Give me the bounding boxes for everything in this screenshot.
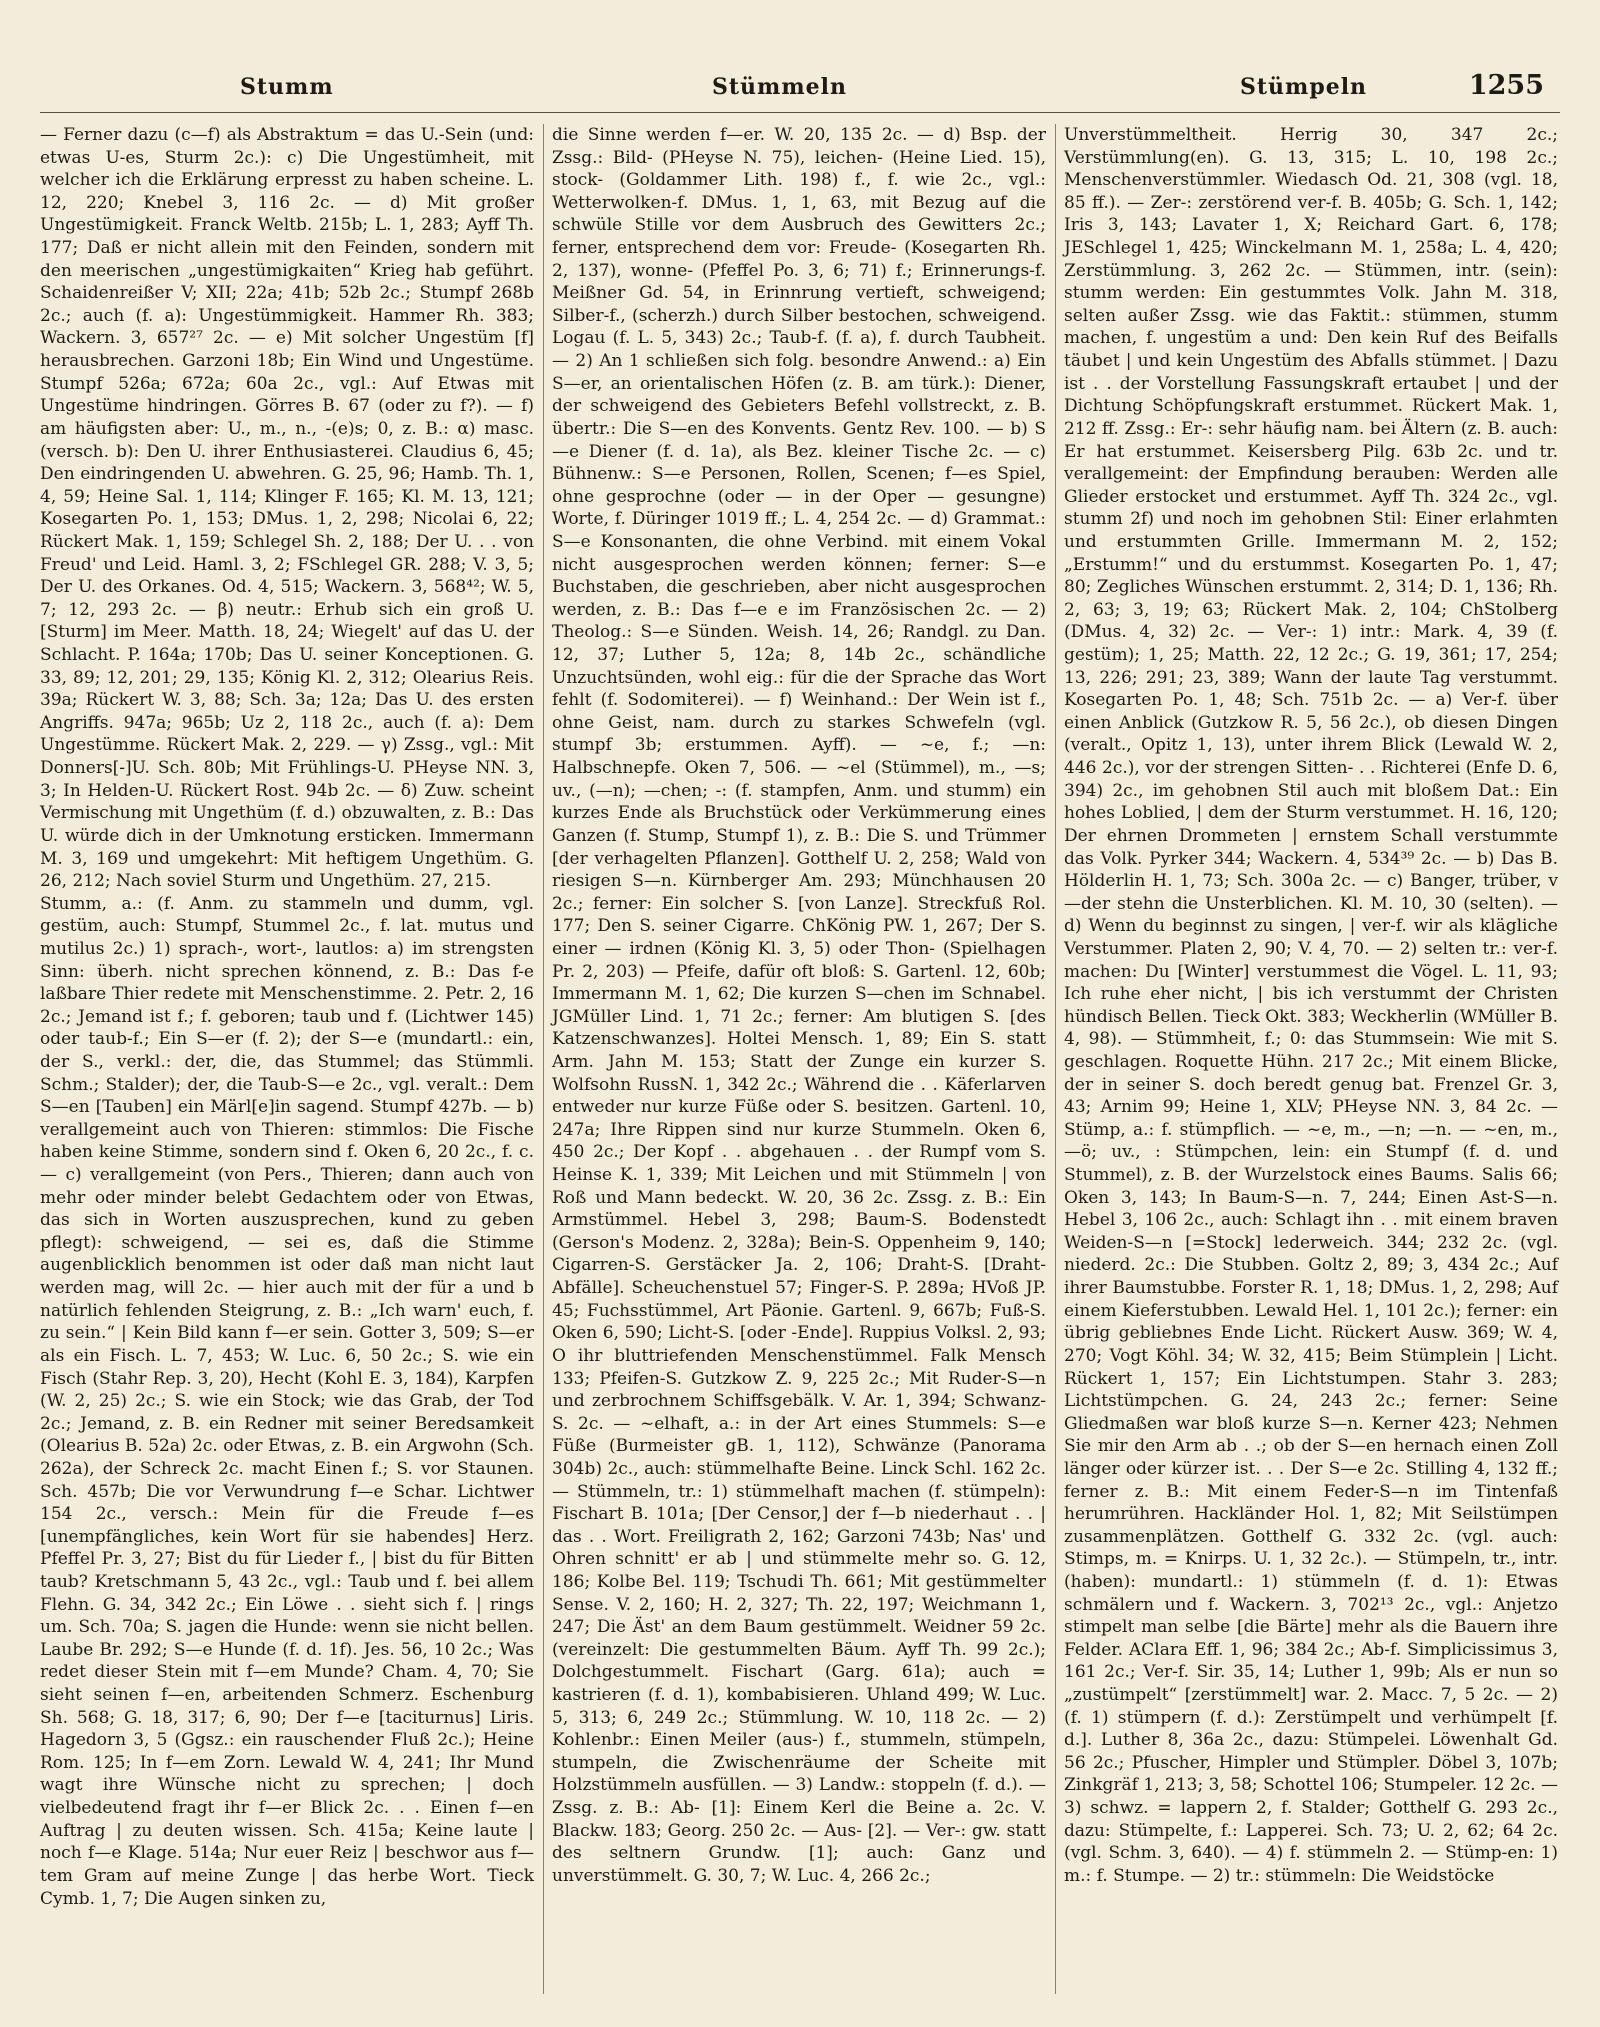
text-column-2 [552, 124, 1052, 1994]
page-header [40, 64, 1560, 104]
header-rule [40, 112, 1560, 113]
column-text: die Sinne werden f—er. W. 20, 135 2c. — d) Bsp. der Zssg.: Bild- (PHeyse N. 75), leichen- (Heine Lied. 15), stock- (Goldammer Lith. 198) f., f. wie 2c., vgl.: Wetterwolken-f. DMus. 1, 1, 63, mit Bezug auf die schwüle Stille vor dem Ausbruch des Gewitters 2c.; ferner, entsprechend dem vor: Freude- (Kosegarten Rh. 2, 137), wonne- (Pfeffel Po. 3, 6; 71) f.; Erinnerungs-f. Meißner Gd. 54, in Erinnrung vertieft, schweigend; Silber-f., (scherzh.) durch Silber bestochen, schweigend. Logau (f. L. 5, 343) 2c.; Taub-f. (f. a), f. durch Taubheit. — 2) An 1 schließen sich folg. besondre Anwend.: a) Ein S—er, an orientalischen Höfen (z. B. am türk.): Diener, der schweigend des Gebieters Befehl vollstreckt, z. B. übertr.: Die S—en des Konvents. Gentz Rev. 100. — b) S—e Diener (f. d. 1a), als Bez. kleiner Tische 2c. — c) Bühnenw.: S—e Personen, Rollen, Scenen; f—es Spiel, ohne gesprochne (oder — in der Oper — gesungne) Worte, f. Düringer 1019 ff.; L. 4, 254 2c. — d) Grammat.: S—e Konsonanten, die ohne Verbind. mit einem Vokal nicht ausgesprochen werden können; ferner: S—e Buchstaben, die geschrieben, aber nicht ausgesprochen werden, z. B.: Das f—e e im Französischen 2c. — 2) Theolog.: S—e Sünden. Weish. 14, 26; Randgl. zu Dan. 12, 37; Luther 5, 12a; 8, 14b 2c., schändliche Unzuchtsünden, wohl eig.: für die der Sprache das Wort fehlt (f. Sodomiterei). — f) Weinhand.: Der Wein ist f., ohne Geist, nam. durch zu starkes Schwefeln (vgl. stumpf 3b; erstummen. Ayff). — ~e, f.; —n: Halbschnepfe. Oken 7, 506. — ~el (Stümmel), m., —s; uv., (—n); —chen; -: (f. stampfen, Anm. und stumm) ein kurzes Ende als Bruchstück oder Verkümmerung eines Ganzen (f. Stump, Stumpf 1), z. B.: Die S. und Trümmer [der verhagelten Pflanzen]. Gotthelf U. 2, 258; Wald von riesigen S—n. Kürnberger Am. 293; Münchhausen 20 2c.; ferner: Ein solcher S. [von Lanze]. Streckfuß Rol. 177; Den S. seiner Cigarre. ChKönig PW. 1, 267; Der S. einer — irdnen (König Kl. 3, 5) oder Thon- (Spielhagen Pr. 2, 203) — Pfeife, dafür oft bloß: S. Gartenl. 12, 60b; Immermann M. 1, 62; Die kurzen S—chen im Schnabel. JGMüller Lind. 1, 71 2c.; ferner: Am blutigen S. [des Katzenschwanzes]. Holtei Mensch. 1, 89; Ein S. statt Arm. Jahn M. 153; Statt der Zunge ein kurzer S. Wolfsohn RussN. 1, 342 2c.; Während die . . Käferlarven entweder nur kurze Füße oder S. besitzen. Gartenl. 10, 247a; Ihre Rippen sind nur kurze Stummeln. Oken 6, 450 2c.; Der Kopf . . abgehauen . . der Rumpf vom S. Heinse K. 1, 339; Mit Leichen und mit Stümmeln | von Roß und Mann bedeckt. W. 20, 36 2c. Zssg. z. B.: Ein Armstümmel. Hebel 3, 298; Baum-S. Bodenstedt (Gerson's Modenz. 2, 328a); Bein-S. Oppenheim 9, 140; Cigarren-S. Gerstäcker Ja. 2, 106; Draht-S. [Draht-Abfälle]. Scheuchenstuel 57; Finger-S. P. 289a; HVoß JP. 45; Fuchsstümmel, Art Päonie. Gartenl. 9, 667b; Fuß-S. Oken 6, 590; Licht-S. [oder -Ende]. Ruppius Volksl. 2, 93; O ihr bluttriefenden Menschenstümmel. Falk Mensch 133; Pfeifen-S. Gutzkow Z. 9, 225 2c.; Mit Ruder-S—n und zerbrochnem Schiffsgebälk. V. Ar. 1, 394; Schwanz-S. 2c. — ~elhaft, a.: in der Art eines Stummels: S—e Füße (Burmeister gB. 1, 112), Schwänze (Panorama 304b) 2c., auch: stümmelhafte Beine. Linck Schl. 162 2c. — Stümmeln, tr.: 1) stümmelhaft machen (f. stümpeln): Fischart B. 101a; [Der Censor,] der f—b niederhaut . . | das . . Wort. Freiligrath 2, 162; Garzoni 743b; Nas' und Ohren schnitt' er ab | und stümmelte mehr so. G. 12, 186; Kolbe Bel. 119; Tschudi Th. 661; Mit gestümmelter Sense. V. 2, 160; H. 2, 327; Th. 22, 197; Weichmann 1, 247; Die Äst' an dem Baum gestümmelt. Weidner 59 2c. (vereinzelt: Die gestummelten Bäum. Ayff Th. 99 2c.); Dolchgestummelt. Fischart (Garg. 61a); auch = kastrieren (f. d. 1), kombabisieren. Uhland 499; W. Luc. 5, 313; 6, 249 2c.; Stümmlung. W. 10, 118 2c. — 2) Kohlenbr.: Einen Meiler (aus-) f., stummeln, stümpeln, stumpeln, die Zwischenräume der Scheite mit Holzstümmeln ausfüllen. — 3) Landw.: stoppeln (f. d.). — Zssg. z. B.: Ab- [1]: Einem Kerl die Beine a. 2c. V. Blackw. 183; Georg. 250 2c. — Aus- [2]. — Ver-: gw. statt des seltnern Grundw. [1]; auch: Ganz und unverstümmelt. G. 30, 7; W. Luc. 4, 266 2c.; [552, 125, 1052, 1886]
text-column-1 [40, 124, 534, 1994]
text-column-3 [1064, 124, 1564, 1994]
running-head-left: Stumm [240, 74, 334, 100]
running-head-right: Stümpeln [1240, 74, 1368, 100]
column-text: — Ferner dazu (c—f) als Abstraktum = das U.-Sein (und: etwas U-es, Sturm 2c.): c) Die Ungestümheit, mit welcher ich die Erklärung erpresst zu haben scheine. L. 12, 220; Knebel 3, 116 2c. — d) Mit großer Ungestümigkeit. Franck Weltb. 215b; L. 1, 283; Ayff Th. 177; Daß er nicht allein mit den Feinden, sondern mit den meerischen „ungestümigkaiten“ Krieg hab geführt. Schaidenreißer V; XII; 22a; 41b; 52b 2c.; Stumpf 268b 2c.; auch (f. a): Ungestümmigkeit. Hammer Rh. 383; Wackern. 3, 657²⁷ 2c. — e) Mit solcher Ungestüm [f] herausbrechen. Garzoni 18b; Ein Wind und Ungestüme. Stumpf 526a; 672a; 60a 2c., vgl.: Auf Etwas mit Ungestüme hindringen. Görres B. 67 (oder zu f?). — f) am häufigsten aber: U., m., n., -(e)s; 0, z. B.: α) masc. (versch. b): Den U. ihrer Enthusiasterei. Claudius 6, 45; Den eindringenden U. abwehren. G. 25, 96; Hamb. Th. 1, 4, 59; Heine Sal. 1, 114; Klinger F. 165; Kl. M. 13, 121; Kosegarten Po. 1, 153; DMus. 1, 2, 298; Nicolai 6, 22; Rückert Mak. 1, 159; Schlegel Sh. 2, 188; Der U. . . von Freud' und Leid. Haml. 3, 2; FSchlegel GR. 288; V. 3, 5; Der U. des Orkanes. Od. 4, 515; Wackern. 3, 568⁴²; W. 5, 7; 12, 293 2c. — β) neutr.: Erhub sich ein groß U. [Sturm] im Meer. Matth. 18, 24; Wiegelt' auf das U. der Schlacht. P. 164a; 170b; Das U. seiner Konceptionen. G. 33, 89; 12, 201; 29, 135; König Kl. 2, 312; Olearius Reis. 39a; Rückert W. 3, 88; Sch. 3a; 12a; Das U. des ersten Angriffs. 947a; 965b; Uz 2, 118 2c., auch (f. a): Dem Ungestümme. Rückert Mak. 2, 229. — γ) Zssg., vgl.: Mit Donners[-]U. Sch. 80b; Mit Frühlings-U. PHeyse NN. 3, 3; In Helden-U. Rückert Rost. 94b 2c. — δ) Zuw. scheint Vermischung mit Ungethüm (f. d.) obzuwalten, z. B.: Das U. würde dich in der Umknotung ersticken. Immermann M. 3, 169 und umgekehrt: Mit heftigem Ungethüm. G. 26, 212; Nach soviel Sturm und Ungethüm. 27, 215. Stumm, a.: (f. Anm. zu stammeln und dumm, vgl. gestüm, auch: Stumpf, Stummel 2c., f. lat. mutus und mutilus 2c.) 1) sprach-, wort-, lautlos: a) im strengsten Sinn: überh. nicht sprechen könnend, z. B.: Das f-e laßbare Thier redete mit Menschenstimme. 2. Petr. 2, 16 2c.; Jemand ist f.; f. geboren; taub und f. (Lichtwer 145) oder taub-f.; Ein S—er (f. 2); der S—e (mundartl.: ein, der S., verkl.: der, die, das Stummel; das Stümmli. Schm.; Stalder); der, die Taub-S—e 2c., vgl. veralt.: Dem S—en [Tauben] ein Märl[e]in sagend. Stumpf 427b. — b) verallgemeint auch von Thieren: stimmlos: Die Fische haben keine Stimme, sondern sind f. Oken 6, 20 2c., f. c. — c) verallgemeint (von Pers., Thieren; dann auch von mehr oder minder belebt Gedachtem oder von Etwas, das sich in Worten auszusprechen, kund zu geben pflegt): schweigend, — sei es, daß die Stimme augenblicklich benommen ist oder daß man nicht laut werden mag, will 2c. — hier auch mit der für a und b natürlich fehlenden Steigrung, z. B.: „Ich warn' euch, f. zu sein.“ | Kein Bild kann f—er sein. Gotter 3, 509; S—er als ein Fisch. L. 7, 453; W. Luc. 6, 50 2c.; S. wie ein Fisch (Stahr Rep. 3, 20), Hecht (Kohl E. 3, 184), Karpfen (W. 2, 25) 2c.; S. wie ein Stock; wie das Grab, der Tod 2c.; Jemand, z. B. ein Redner mit seiner Beredsamkeit (Olearius B. 52a) 2c. oder Etwas, z. B. ein Argwohn (Sch. 262a), der Schreck 2c. macht Einen f.; S. vor Staunen. Sch. 457b; Die vor Verwundrung f—e Schar. Lichtwer 154 2c., versch.: Mein für die Freude f—es [unempfängliches, kein Wort für sie habendes] Herz. Pfeffel Pr. 3, 27; Bist du für Lieder f., | bist du für Bitten taub? Kretschmann 5, 43 2c., vgl.: Taub und f. bei allem Flehn. G. 34, 342 2c.; Ein Löwe . . sieht sich f. | rings um. Sch. 70a; S. jagen die Hunde: wenn sie nicht bellen. Laube Br. 292; S—e Hunde (f. d. 1f). Jes. 56, 10 2c.; Was redet dieser Stein mit f—em Munde? Cham. 4, 70; Sie sieht seinen f—en, arbeitenden Schmerz. Eschenburg Sh. 568; G. 18, 317; 6, 90; Der f—e [taciturnus] Liris. Hagedorn 3, 5 (Ggsz.: ein rauschender Fluß 2c.); Heine Rom. 125; In f—em Zorn. Lewald W. 4, 241; Ihr Mund wagt ihre Wünsche nicht zu sprechen; | doch vielbedeutend fragt ihr f—er Blick 2c. . . Einen f—en Auftrag | zu deuten wissen. Sch. 415a; Keine laute | noch f—e Klage. 514a; Nur euer Reiz | beschwor aus f—tem Gram auf meine Zunge | das herbe Wort. Tieck Cymb. 1, 7; Die Augen sinken zu, [40, 125, 534, 1909]
running-head-center: Stümmeln [712, 74, 847, 100]
column-divider [543, 124, 544, 1994]
column-divider [1055, 124, 1056, 1994]
page-number: 1255 [1468, 70, 1544, 101]
column-text: Unverstümmeltheit. Herrig 30, 347 2c.; Verstümmlung(en). G. 13, 315; L. 10, 198 2c.; Menschenverstümmler. Wiedasch Od. 21, 308 (vgl. 18, 85 ff.). — Zer-: zerstörend ver-f. B. 405b; G. Sch. 1, 142; Iris 3, 143; Lavater 1, X; Reichard Gart. 6, 178; JESchlegel 1, 425; Winckelmann M. 1, 258a; L. 4, 420; Zerstümmlung. 3, 262 2c. — Stümmen, intr. (sein): stumm werden: Ein gestummtes Volk. Jahn M. 318, selten außer Zssg. wie das Faktit.: stümmen, stumm machen, f. ungestüm a und: Den kein Ruf des Beifalls täubet | und kein Ungestüm des Abfalls stümmet. | Dazu ist . . der Vorstellung Fassungskraft ertaubet | und der Dichtung Schöpfungskraft erstummet. Rückert Mak. 1, 212 ff. Zssg.: Er-: sehr häufig nam. bei Ältern (z. B. auch: Er hat erstummet. Keisersberg Pilg. 63b 2c. und tr. verallgemeint: der Empfindung berauben: Werden alle Glieder erstocket und erstummet. Ayff Th. 324 2c., vgl. stumm 2f) und noch im gehobnen Stil: Einer erlahmten und erstummten Grille. Immermann M. 2, 152; „Erstumm!“ und du erstummst. Kosegarten Po. 1, 47; 80; Zegliches Wünschen erstummt. 2, 314; D. 1, 136; Rh. 2, 63; 3, 19; 63; Rückert Mak. 2, 104; ChStolberg (DMus. 4, 32) 2c. — Ver-: 1) intr.: Mark. 4, 39 (f. gestüm); 1, 25; Matth. 22, 12 2c.; G. 19, 361; 17, 254; 13, 226; 291; 23, 389; Wann der laute Tag verstummt. Kosegarten Po. 1, 48; Sch. 751b 2c. — a) Ver-f. über einen Anblick (Gutzkow R. 5, 56 2c.), ob diesen Dingen (veralt., Opitz 1, 13), unter ihrem Blick (Lewald W. 2, 446 2c.), vor der strengen Sitten- . . Richterei (Enfe D. 6, 394) 2c., im gehobnen Stil auch mit bloßem Dat.: Ein hohes Loblied, | dem der Sturm verstummet. H. 16, 120; Der ehrnen Drommeten | ernstem Schall verstummte das Volk. Pyrker 344; Wackern. 4, 534³⁹ 2c. — b) Das B. Hölderlin H. 1, 73; Sch. 300a 2c. — c) Banger, trüber, v—der stehn die Unsterblichen. Kl. M. 10, 30 (selten). — d) Wenn du beginnst zu singen, | ver-f. wir als klägliche Verstummer. Platen 2, 90; V. 4, 70. — 2) selten tr.: ver-f. machen: Du [Winter] verstummest die Vögel. L. 11, 93; Ich ruhe eher nicht, | bis ich verstummt der Christen hündisch Bellen. Tieck Okt. 383; Weckherlin (WMüller B. 4, 98). — Stümmheit, f.; 0: das Stummsein: Wie mit S. geschlagen. Roquette Hühn. 217 2c.; Mit einem Blicke, der in seiner S. doch beredt genug bat. Frenzel Gr. 3, 43; Arnim 99; Heine 1, XLV; PHeyse NN. 3, 84 2c. — Stümp, a.: f. stümpflich. — ~e, m., —n; —n. — ~en, m., —ö; uv., : Stümpchen, lein: ein Stumpf (f. d. und Stummel), z. B. der Wurzelstock eines Baums. Salis 66; Oken 3, 143; In Baum-S—n. 7, 244; Einen Ast-S—n. Hebel 3, 106 2c., auch: Schlagt ihn . . mit einem braven Weiden-S—n [=Stock] lederweich. 344; 232 2c. (vgl. niederd. 2c.: Die Stubben. Goltz 2, 89; 3, 434 2c.; Auf ihrer Baumstubbe. Forster R. 1, 18; DMus. 1, 2, 298; Auf einem Kieferstubben. Lewald Hel. 1, 101 2c.); ferner: ein übrig gebliebnes Ende Licht. Rückert Ausw. 369; W. 4, 270; Vogt Köhl. 34; W. 32, 415; Beim Stümplein | Licht. Rückert 1, 157; Ein Lichtstumpen. Stahr 3. 283; Lichtstümpchen. G. 24, 243 2c.; ferner: Seine Gliedmaßen war bloß kurze S—n. Kerner 423; Nehmen Sie mir den Arm ab . .; ob der S—en hernach einen Zoll länger oder kürzer ist. . . Der S—e 2c. Stilling 4, 132 ff.; ferner z. B.: Mit einem Feder-S—n im Tintenfaß herumrühren. Hackländer Hol. 1, 82; Mit Seilstümpen zusammenplätzen. Gotthelf G. 332 2c. (vgl. auch: Stimps, m. = Knirps. U. 1, 32 2c.). — Stümpeln, tr., intr. (haben): mundartl.: 1) stümmeln (f. d. 1): Etwas schmälern und f. Wackern. 3, 702¹³ 2c., vgl.: Anjetzo stimpelt man selbe [die Bärte] mehr als die Bauern ihre Felder. AClara Eff. 1, 96; 384 2c.; Ab-f. Simplicissimus 3, 161 2c.; Ver-f. Sir. 35, 14; Luther 1, 99b; Als er nun so „zustümpelt“ [zerstümmelt] war. 2. Macc. 7, 5 2c. — 2) (f. 1) stümpern (f. d.): Zerstümpelt und verhümpelt [f. d.]. Luther 8, 36a 2c., dazu: Stümpelei. Löwenhalt Gd. 56 2c.; Pfuscher, Himpler und Stümpler. Döbel 3, 107b; Zinkgräf 1, 213; 3, 58; Schottel 106; Stumpeler. 12 2c. — 3) schwz. = lappern 2, f. Stalder; Gotthelf G. 293 2c., dazu: Stümpelte, f.: Lapperei. Sch. 73; U. 2, 62; 64 2c. (vgl. Schm. 3, 640). — 4) f. stümmeln 2. — Stümp-en: 1) m.: f. Stumpe. — 2) tr.: stümmeln: Die Weidstöcke [1064, 125, 1564, 1886]
